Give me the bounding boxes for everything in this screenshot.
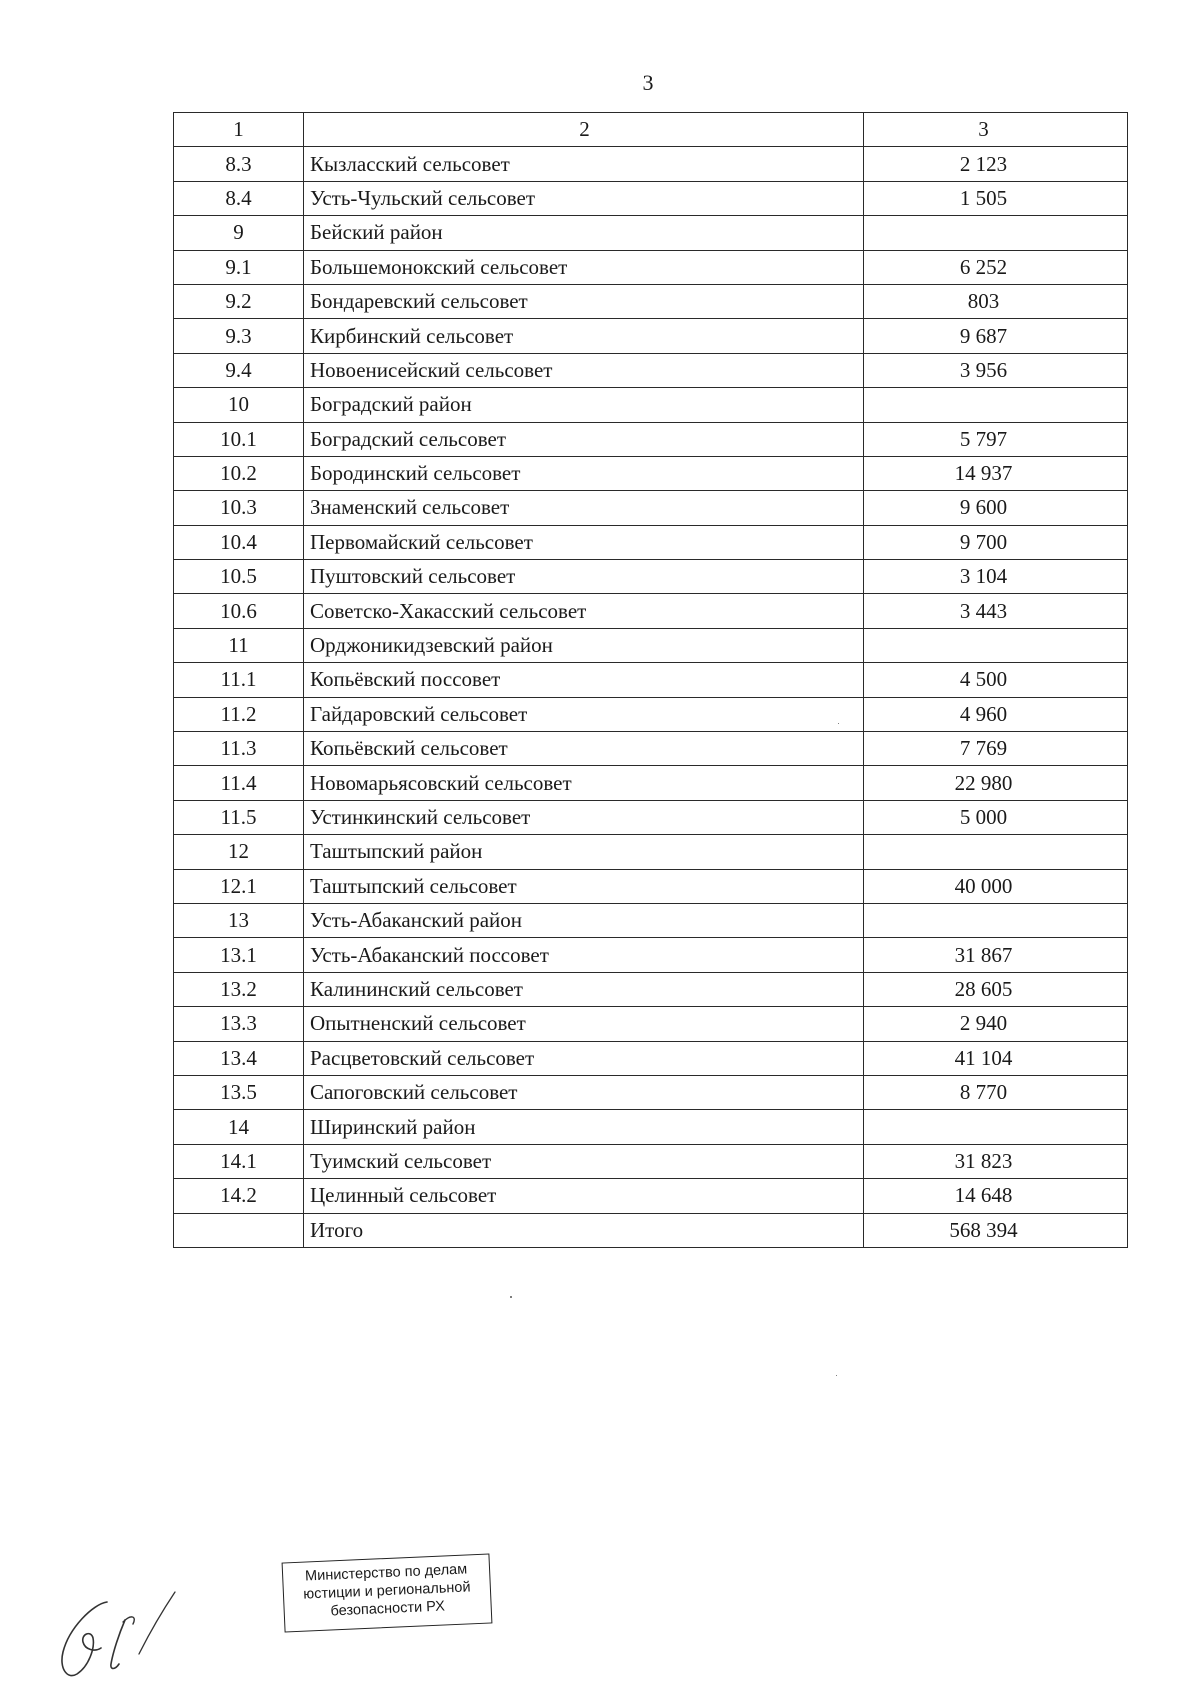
- table-row: [174, 835, 1128, 869]
- row-value-cell: 2 123: [864, 147, 1128, 181]
- table-row: [174, 353, 1128, 387]
- row-number-cell: 13.1: [174, 938, 304, 972]
- row-number-cell: 11.5: [174, 800, 304, 834]
- row-name-cell: Туимский сельсовет: [304, 1144, 864, 1178]
- row-value-cell: 4 960: [864, 697, 1128, 731]
- table-row: [174, 938, 1128, 972]
- row-name-cell: Боградский сельсовет: [304, 422, 864, 456]
- row-value-cell: 3 443: [864, 594, 1128, 628]
- row-name-cell: Таштыпский сельсовет: [304, 869, 864, 903]
- table-body: [174, 113, 1128, 1248]
- row-value-cell: 803: [864, 284, 1128, 318]
- row-value-cell: 9 600: [864, 491, 1128, 525]
- row-number-cell: 10.2: [174, 456, 304, 490]
- stamp-line-3: безопасности РХ: [330, 1598, 446, 1620]
- row-name-cell: Кирбинский сельсовет: [304, 319, 864, 353]
- row-name-cell: Сапоговский сельсовет: [304, 1075, 864, 1109]
- row-value-cell: [864, 388, 1128, 422]
- row-name-cell: Боградский район: [304, 388, 864, 422]
- row-name-cell: Бондаревский сельсовет: [304, 284, 864, 318]
- table-row: [174, 697, 1128, 731]
- row-number-cell: 14: [174, 1110, 304, 1144]
- table-row: [174, 388, 1128, 422]
- table-row: [174, 147, 1128, 181]
- row-value-cell: 40 000: [864, 869, 1128, 903]
- row-value-cell: 28 605: [864, 972, 1128, 1006]
- table-row: [174, 1179, 1128, 1213]
- row-name-cell: Калининский сельсовет: [304, 972, 864, 1006]
- row-value-cell: 9 687: [864, 319, 1128, 353]
- row-value-cell: 2 940: [864, 1007, 1128, 1041]
- row-value-cell: 568 394: [864, 1213, 1128, 1247]
- row-number-cell: 9.2: [174, 284, 304, 318]
- row-value-cell: 41 104: [864, 1041, 1128, 1075]
- row-name-cell: Целинный сельсовет: [304, 1179, 864, 1213]
- row-value-cell: 6 252: [864, 250, 1128, 284]
- table-row: [174, 319, 1128, 353]
- table-row: [174, 766, 1128, 800]
- row-name-cell: Гайдаровский сельсовет: [304, 697, 864, 731]
- row-value-cell: 14 648: [864, 1179, 1128, 1213]
- row-number-cell: 9: [174, 216, 304, 250]
- row-value-cell: 5 797: [864, 422, 1128, 456]
- table-row: [174, 250, 1128, 284]
- row-number-cell: 14.2: [174, 1179, 304, 1213]
- table-row: [174, 491, 1128, 525]
- row-number-cell: 13.2: [174, 972, 304, 1006]
- row-number-cell: 13.4: [174, 1041, 304, 1075]
- row-number-cell: 11.4: [174, 766, 304, 800]
- allocation-table: [173, 112, 1128, 1248]
- table-row: [174, 560, 1128, 594]
- row-name-cell: Копьёвский поссовет: [304, 663, 864, 697]
- row-value-cell: 14 937: [864, 456, 1128, 490]
- row-value-cell: 9 700: [864, 525, 1128, 559]
- row-name-cell: Бейский район: [304, 216, 864, 250]
- page-number: 3: [642, 70, 654, 95]
- table-header-row: [174, 113, 1128, 147]
- row-name-cell: Усть-Абаканский поссовет: [304, 938, 864, 972]
- row-number-cell: 12: [174, 835, 304, 869]
- row-number-cell: 14.1: [174, 1144, 304, 1178]
- table-row: [174, 594, 1128, 628]
- row-value-cell: [864, 216, 1128, 250]
- table-row: [174, 732, 1128, 766]
- row-number-cell: 8.4: [174, 181, 304, 215]
- row-number-cell: 10.4: [174, 525, 304, 559]
- table-row: [174, 422, 1128, 456]
- row-number-cell: 12.1: [174, 869, 304, 903]
- row-name-cell: Итого: [304, 1213, 864, 1247]
- row-number-cell: 9.3: [174, 319, 304, 353]
- stamp-line-1: Министерство по делам: [304, 1561, 468, 1585]
- row-value-cell: [864, 628, 1128, 662]
- row-name-cell: Таштыпский район: [304, 835, 864, 869]
- table-row: [174, 216, 1128, 250]
- row-number-cell: 10.6: [174, 594, 304, 628]
- row-number-cell: 13: [174, 903, 304, 937]
- row-name-cell: Пуштовский сельсовет: [304, 560, 864, 594]
- row-name-cell: Орджоникидзевский район: [304, 628, 864, 662]
- row-value-cell: 1 505: [864, 181, 1128, 215]
- row-name-cell: Усть-Абаканский район: [304, 903, 864, 937]
- row-name-cell: Копьёвский сельсовет: [304, 732, 864, 766]
- row-number-cell: 10.3: [174, 491, 304, 525]
- row-value-cell: 3 104: [864, 560, 1128, 594]
- stamp-line-2: юстиции и региональной: [302, 1579, 471, 1603]
- row-number-cell: 10.5: [174, 560, 304, 594]
- table-row: [174, 284, 1128, 318]
- table-row: [174, 663, 1128, 697]
- ministry-stamp: [282, 1553, 493, 1632]
- row-value-cell: 5 000: [864, 800, 1128, 834]
- row-name-cell: Устинкинский сельсовет: [304, 800, 864, 834]
- row-name-cell: Бородинский сельсовет: [304, 456, 864, 490]
- table-row: [174, 1213, 1128, 1247]
- row-number-cell: 9.4: [174, 353, 304, 387]
- table-row: [174, 1110, 1128, 1144]
- row-number-cell: [174, 1213, 304, 1247]
- row-value-cell: 22 980: [864, 766, 1128, 800]
- row-name-cell: Усть-Чульский сельсовет: [304, 181, 864, 215]
- row-value-cell: 31 823: [864, 1144, 1128, 1178]
- row-value-cell: [864, 903, 1128, 937]
- table-row: [174, 1144, 1128, 1178]
- row-value-cell: 7 769: [864, 732, 1128, 766]
- signature: [55, 1590, 205, 1690]
- row-number-cell: 11.2: [174, 697, 304, 731]
- scan-speck: [838, 723, 839, 724]
- table-row: [174, 181, 1128, 215]
- row-number-cell: 8.3: [174, 147, 304, 181]
- row-name-cell: Опытненский сельсовет: [304, 1007, 864, 1041]
- table-row: [174, 1041, 1128, 1075]
- row-number-cell: 10: [174, 388, 304, 422]
- table-row: [174, 800, 1128, 834]
- row-number-cell: 10.1: [174, 422, 304, 456]
- row-value-cell: 3 956: [864, 353, 1128, 387]
- row-value-cell: 8 770: [864, 1075, 1128, 1109]
- row-name-cell: Новоенисейский сельсовет: [304, 353, 864, 387]
- table-row: [174, 628, 1128, 662]
- header-col-2: 2: [304, 113, 864, 147]
- row-name-cell: Первомайский сельсовет: [304, 525, 864, 559]
- row-value-cell: 31 867: [864, 938, 1128, 972]
- table-row: [174, 1007, 1128, 1041]
- row-name-cell: Большемонокский сельсовет: [304, 250, 864, 284]
- row-number-cell: 11.1: [174, 663, 304, 697]
- row-value-cell: [864, 835, 1128, 869]
- table-row: [174, 903, 1128, 937]
- row-name-cell: Советско-Хакасский сельсовет: [304, 594, 864, 628]
- scan-speck: [836, 1375, 837, 1376]
- row-name-cell: Новомарьясовский сельсовет: [304, 766, 864, 800]
- table-row: [174, 972, 1128, 1006]
- row-number-cell: 13.5: [174, 1075, 304, 1109]
- table-row: [174, 1075, 1128, 1109]
- row-number-cell: 11: [174, 628, 304, 662]
- table-row: [174, 456, 1128, 490]
- row-number-cell: 13.3: [174, 1007, 304, 1041]
- header-col-1: 1: [174, 113, 304, 147]
- row-number-cell: 9.1: [174, 250, 304, 284]
- table-row: [174, 869, 1128, 903]
- row-number-cell: 11.3: [174, 732, 304, 766]
- header-col-3: 3: [864, 113, 1128, 147]
- row-name-cell: Знаменский сельсовет: [304, 491, 864, 525]
- scan-speck: [510, 1296, 512, 1298]
- row-name-cell: Ширинский район: [304, 1110, 864, 1144]
- row-name-cell: Расцветовский сельсовет: [304, 1041, 864, 1075]
- row-value-cell: 4 500: [864, 663, 1128, 697]
- row-name-cell: Кызласский сельсовет: [304, 147, 864, 181]
- row-value-cell: [864, 1110, 1128, 1144]
- table-row: [174, 525, 1128, 559]
